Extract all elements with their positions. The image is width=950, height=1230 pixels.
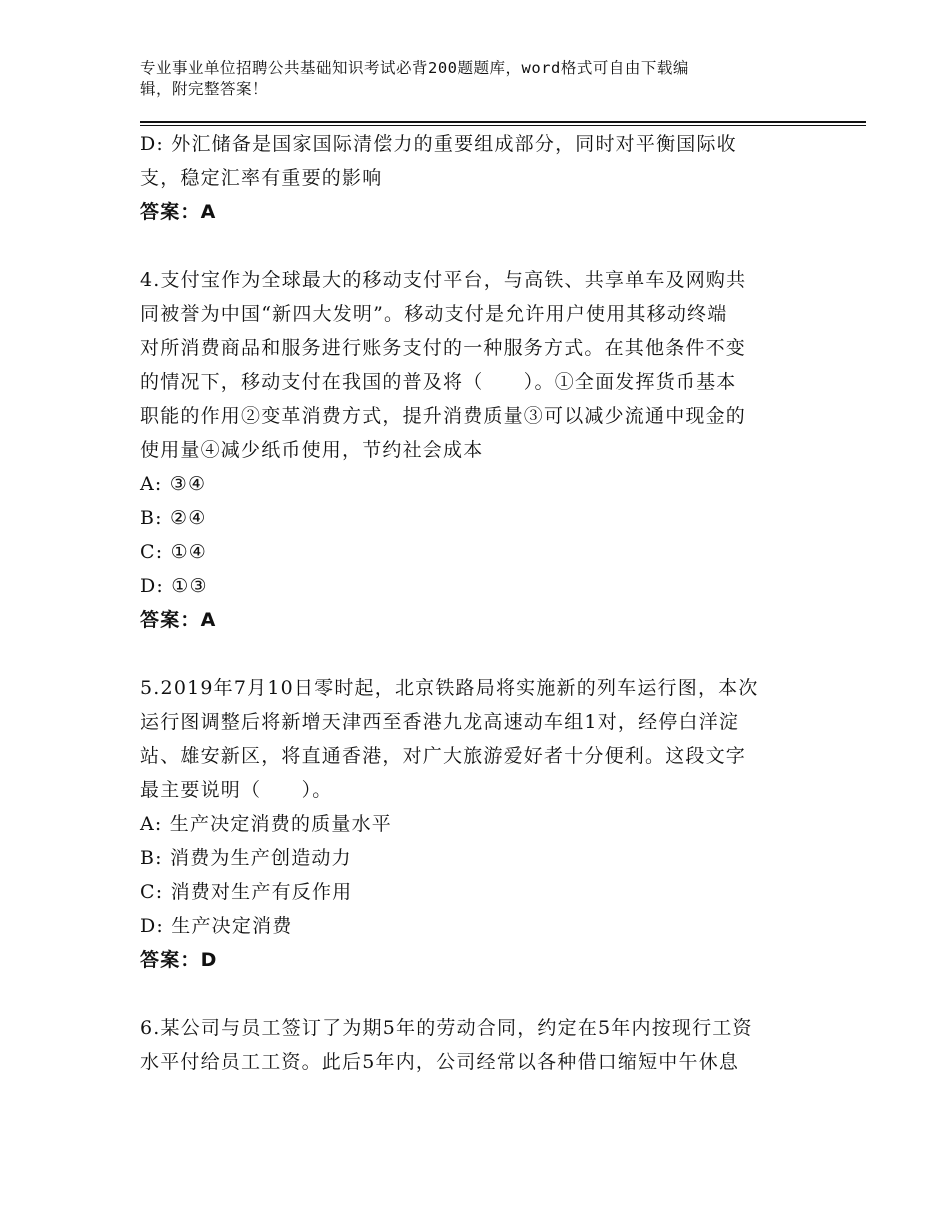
option-c: C: 消费对生产有反作用	[140, 881, 353, 903]
question-line: 5.2019年7月10日零时起，北京铁路局将实施新的列车运行图，本次	[140, 677, 759, 699]
header-divider-thick	[140, 121, 866, 123]
question-line: 4.支付宝作为全球最大的移动支付平台，与高铁、共享单车及网购共	[140, 269, 747, 291]
document-body	[140, 127, 810, 1079]
option-a: A: ③④	[140, 473, 207, 495]
question-line: 站、雄安新区，将直通香港，对广大旅游爱好者十分便利。这段文字	[140, 745, 747, 767]
option-a: A: 生产决定消费的质量水平	[140, 813, 392, 835]
option-d: D: ①③	[140, 575, 208, 597]
question-line: 对所消费商品和服务进行账务支付的一种服务方式。在其他条件不变	[140, 337, 747, 359]
question-6	[140, 1011, 810, 1079]
option-c: C: ①④	[140, 541, 208, 563]
question-line: 使用量④减少纸币使用，节约社会成本	[140, 439, 484, 461]
answer: 答案：D	[140, 949, 218, 971]
question-line: 同被誉为中国“新四大发明”。移动支付是允许用户使用其移动终端	[140, 303, 728, 325]
option-b: B: 消费为生产创造动力	[140, 847, 352, 869]
question-line: 最主要说明（ ）。	[140, 779, 333, 801]
question-4	[140, 263, 810, 637]
question-line: 6.某公司与员工签订了为期5年的劳动合同，约定在5年内按现行工资	[140, 1017, 753, 1039]
question-line: 的情况下，移动支付在我国的普及将（ ）。①全面发挥货币基本	[140, 371, 737, 393]
answer: 答案：A	[140, 201, 217, 223]
option-d: D: 外汇储备是国家国际清偿力的重要组成部分，同时对平衡国际收	[140, 133, 737, 155]
question-line: 水平付给员工工资。此后5年内，公司经常以各种借口缩短中午休息	[140, 1051, 740, 1073]
header-line-1: 专业事业单位招聘公共基础知识考试必背200题题库，word格式可自由下载编	[140, 59, 689, 77]
option-d-continued: 支，稳定汇率有重要的影响	[140, 167, 383, 189]
question-line: 运行图调整后将新增天津西至香港九龙高速动车组1对，经停白洋淀	[140, 711, 740, 733]
question-line: 职能的作用②变革消费方式，提升消费质量③可以减少流通中现金的	[140, 405, 747, 427]
page-header	[140, 58, 800, 100]
header-divider-thin	[140, 125, 866, 126]
header-line-2: 辑，附完整答案！	[140, 80, 269, 98]
answer: 答案：A	[140, 609, 217, 631]
option-b: B: ②④	[140, 507, 207, 529]
question-3-tail	[140, 127, 810, 229]
option-d: D: 生产决定消费	[140, 915, 293, 937]
question-5	[140, 671, 810, 977]
